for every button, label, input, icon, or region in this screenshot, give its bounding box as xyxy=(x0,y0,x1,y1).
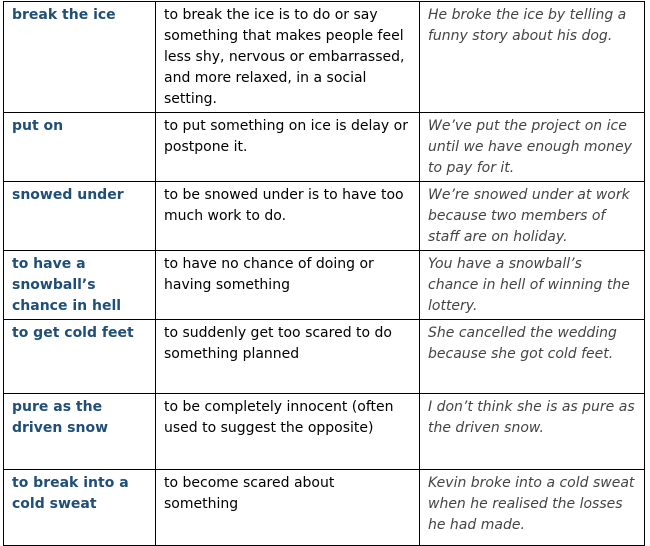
table-row xyxy=(4,2,645,113)
example-cell: Kevin broke into a cold sweat when he realised the losses he had made. xyxy=(420,470,645,546)
table-row xyxy=(4,470,645,546)
idiom-cell: put on xyxy=(4,113,156,182)
idiom-cell: to break into a cold sweat xyxy=(4,470,156,546)
meaning-cell: to put something on ice is delay or postpone it. xyxy=(156,113,420,182)
example-cell: I don’t think she is as pure as the driven snow. xyxy=(420,394,645,470)
meaning-cell: to have no chance of doing or having something xyxy=(156,251,420,320)
idiom-cell: snowed under xyxy=(4,182,156,251)
idiom-cell: to have a snowball’s chance in hell xyxy=(4,251,156,320)
table-row xyxy=(4,320,645,394)
idiom-table xyxy=(3,1,645,546)
example-cell: He broke the ice by telling a funny story about his dog. xyxy=(420,2,645,113)
meaning-cell: to become scared about something xyxy=(156,470,420,546)
example-cell: She cancelled the wedding because she got cold feet. xyxy=(420,320,645,394)
table-row xyxy=(4,113,645,182)
meaning-cell: to break the ice is to do or say something that makes people feel less shy, nervous or embarrassed, and more relaxed, in a social setting. xyxy=(156,2,420,113)
idiom-cell: to get cold feet xyxy=(4,320,156,394)
meaning-cell: to be snowed under is to have too much work to do. xyxy=(156,182,420,251)
example-cell: We’re snowed under at work because two members of staff are on holiday. xyxy=(420,182,645,251)
example-cell: We’ve put the project on ice until we have enough money to pay for it. xyxy=(420,113,645,182)
example-cell: You have a snowball’s chance in hell of winning the lottery. xyxy=(420,251,645,320)
idiom-cell: pure as the driven snow xyxy=(4,394,156,470)
table-row xyxy=(4,394,645,470)
table-row xyxy=(4,251,645,320)
meaning-cell: to be completely innocent (often used to suggest the opposite) xyxy=(156,394,420,470)
meaning-cell: to suddenly get too scared to do something planned xyxy=(156,320,420,394)
table-row xyxy=(4,182,645,251)
idiom-cell: break the ice xyxy=(4,2,156,113)
